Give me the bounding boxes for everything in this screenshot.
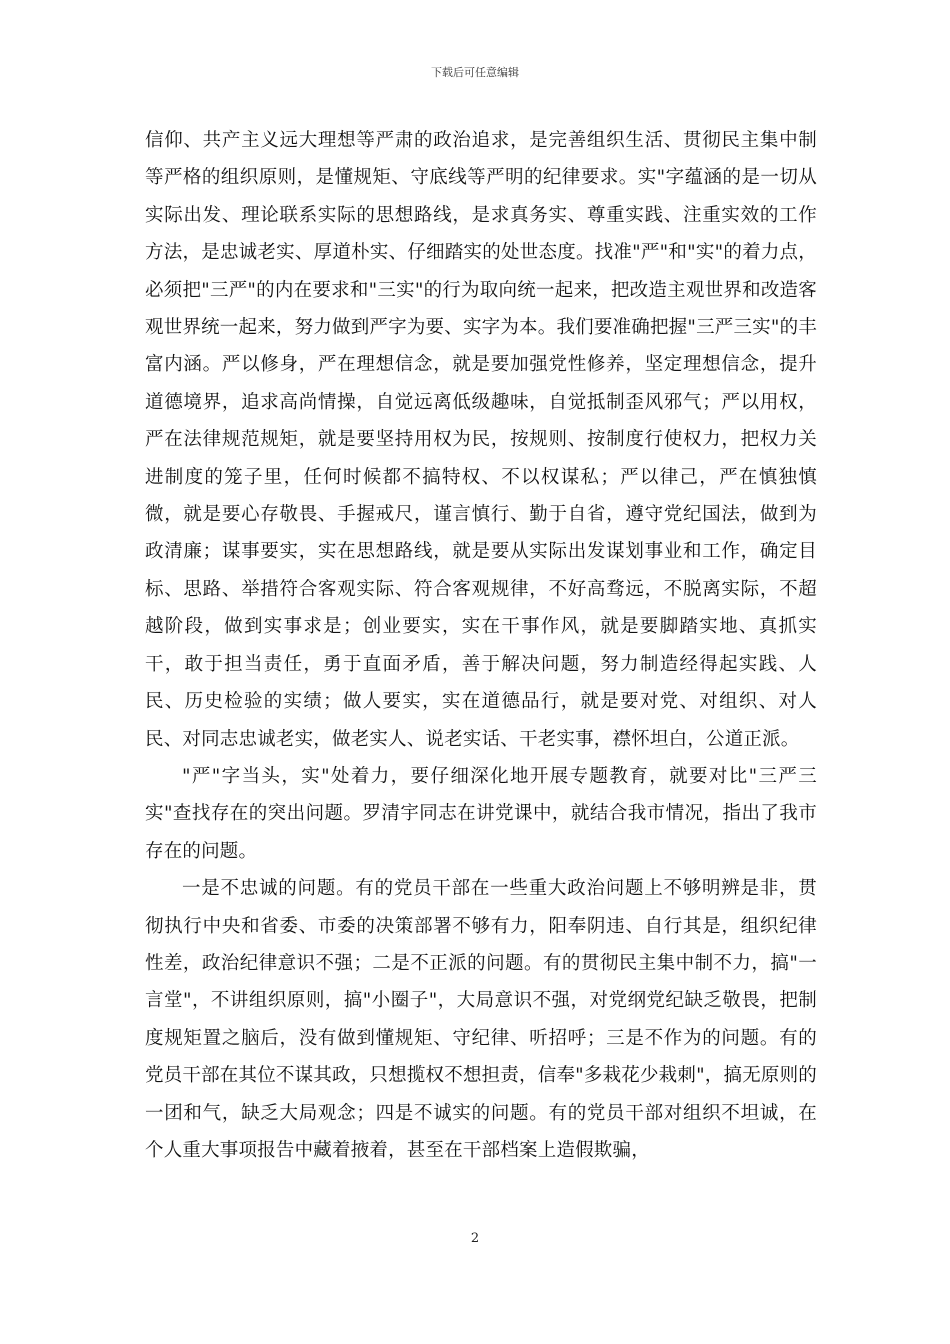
page-header: 下载后可任意编辑 bbox=[431, 66, 519, 79]
paragraph-2: "严"字当头，实"处着力，要仔细深化地开展专题教育，就要对比"三严三实"查找存在的突出问题。罗清宇同志在讲党课中，就结合我市情况，指出了我市存在的问题。 bbox=[145, 765, 817, 862]
paragraph-1: 信仰、共产主义远大理想等严肃的政治追求，是完善组织生活、贯彻民主集中制等严格的组织原则，是懂规矩、守底线等严明的纪律要求。实"字蕴涵的是一切从实际出发、理论联系实际的思想路线，是求真务实、尊重实践、注重实效的工作方法，是忠诚老实、厚道朴实、仔细踏实的处世态度。找准"严"和"实"的着力点，必须把"三严"的内在要求和"三实"的行为取向统一起来，把改造主观世界和改造客观世界统一起来，努力做到严字为要、实字为本。我们要准确把握"三严三实"的丰富内涵。严以修身，严在理想信念，就是要加强党性修养，坚定理想信念，提升道德境界，追求高尚情操，自觉远离低级趣味，自觉抵制歪风邪气；严以用权，严在法律规范规矩，就是要坚持用权为民，按规则、按制度行使权力，把权力关进制度的笼子里，任何时候都不搞特权、不以权谋私；严以律己，严在慎独慎微，就是要心存敬畏、手握戒尺，谨言慎行、勤于自省，遵守党纪国法，做到为政清廉；谋事要实，实在思想路线，就是要从实际出发谋划事业和工作，确定目标、思路、举措符合客观实际、符合客观规律，不好高骛远，不脱离实际，不超越阶段，做到实事求是；创业要实，实在干事作风，就是要脚踏实地、真抓实干，敢于担当责任，勇于直面矛盾，善于解决问题，努力制造经得起实践、人民、历史检验的实绩；做人要实，实在道德品行，就是要对党、对组织、对人民、对同志忠诚老实，做老实人、说老实话、干老实事，襟怀坦白，公道正派。 bbox=[145, 130, 817, 750]
page-number: 2 bbox=[470, 1231, 480, 1246]
paragraph-3: 一是不忠诚的问题。有的党员干部在一些重大政治问题上不够明辨是非，贯彻执行中央和省委、市委的决策部署不够有力，阳奉阴违、自行其是，组织纪律性差，政治纪律意识不强；二是不正派的问题。有的贯彻民主集中制不力，搞"一言堂"，不讲组织原则，搞"小圈子"，大局意识不强，对党纲党纪缺乏敬畏，把制度规矩置之脑后，没有做到懂规矩、守纪律、听招呼；三是不作为的问题。有的党员干部在其位不谋其政，只想揽权不想担责，信奉"多栽花少栽刺"，搞无原则的一团和气，缺乏大局观念；四是不诚实的问题。有的党员干部对组织不坦诚，在个人重大事项报告中藏着掖着，甚至在干部档案上造假欺骗， bbox=[145, 878, 817, 1161]
body-text bbox=[145, 122, 817, 1169]
